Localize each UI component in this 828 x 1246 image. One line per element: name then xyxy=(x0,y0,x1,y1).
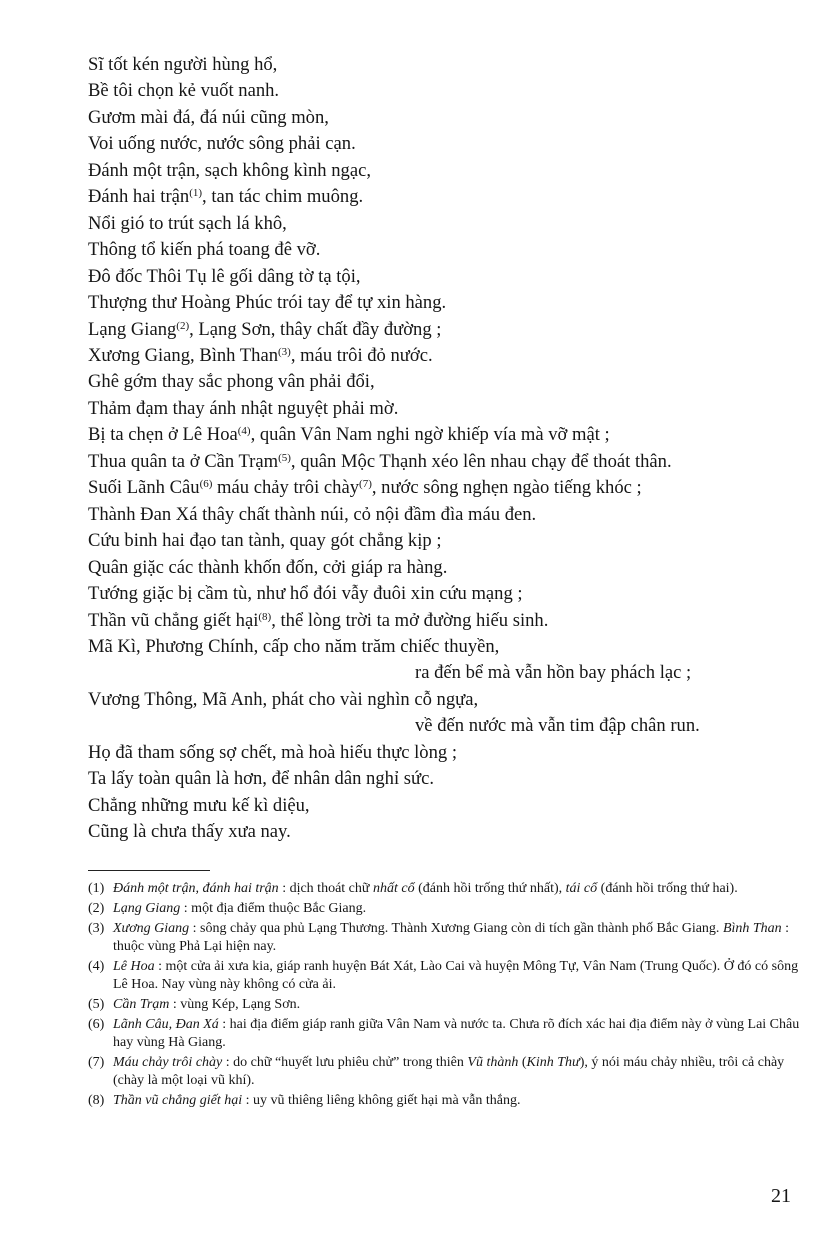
footnote-gloss: : hai địa điểm giáp ranh giữa Vân Nam và nước ta. Chưa rõ đích xác hai địa điểm này ở vùng Lai Châu hay vùng Hà Giang. xyxy=(113,1016,800,1050)
poem-line xyxy=(88,634,800,660)
line-text: Sĩ tốt kén người hùng hổ, xyxy=(88,54,278,75)
line-text: Voi uống nước, nước sông phải cạn. xyxy=(88,133,356,155)
poem-line xyxy=(88,237,800,263)
footnote xyxy=(88,1016,800,1053)
poem-line xyxy=(88,52,800,78)
poem-line xyxy=(88,766,800,792)
footnote-text xyxy=(113,958,800,995)
footnote-text xyxy=(113,880,800,898)
line-text: , nước sông nghẹn ngào tiếng khóc ; xyxy=(371,477,642,499)
line-text: Lạng Giang xyxy=(88,318,177,340)
line-text: Thua quân ta ở Cần Trạm xyxy=(88,450,279,472)
poem-line xyxy=(88,528,800,554)
poem-line xyxy=(88,317,800,343)
footnote-gloss: : vùng Kép, Lạng Sơn. xyxy=(169,996,301,1012)
line-text: về đến nước mà vẫn tim đập chân run. xyxy=(415,715,700,737)
footnote xyxy=(88,880,800,898)
footnote-number: (3) xyxy=(88,920,105,936)
poem-line xyxy=(88,369,800,395)
line-text: Bề tôi chọn kẻ vuốt nanh. xyxy=(88,80,280,102)
footnote-text xyxy=(113,1092,800,1110)
line-text: Thần vũ chẳng giết hại xyxy=(88,609,259,631)
footnote xyxy=(88,958,800,995)
footnote-gloss: ), ý nói máu chảy nhiều, trôi cả chày (chày là một loại vũ khí). xyxy=(113,1054,785,1088)
line-text: , máu trôi đỏ nước. xyxy=(290,344,433,366)
footnote-text xyxy=(113,1054,800,1091)
poem-line xyxy=(88,211,800,237)
footnote-gloss: (đánh hồi trống thứ hai). xyxy=(597,881,738,896)
poem-line xyxy=(88,184,800,210)
poem-line xyxy=(88,687,800,713)
footnote xyxy=(88,1054,800,1091)
footnote-term: tái cổ xyxy=(565,881,598,896)
footnote-ref: (2) xyxy=(176,319,190,332)
line-text: Thông tổ kiến phá toang đê vỡ. xyxy=(88,239,321,261)
poem-line xyxy=(88,131,800,157)
footnote xyxy=(88,1092,800,1110)
poem-line xyxy=(88,713,800,739)
line-text: , quân Mộc Thạnh xéo lên nhau chạy để thoát thân. xyxy=(290,450,672,472)
poem-line xyxy=(88,449,800,475)
footnote-ref: (6) xyxy=(199,478,213,491)
poem-line xyxy=(88,422,800,448)
line-text: Họ đã tham sống sợ chết, mà hoà hiếu thực lòng ; xyxy=(88,741,457,763)
footnote-gloss: : một địa điểm thuộc Bắc Giang. xyxy=(180,900,367,916)
poem-line xyxy=(88,740,800,766)
poem-line xyxy=(88,581,800,607)
line-text: Nổi gió to trút sạch lá khô, xyxy=(88,212,287,234)
line-text: Bị ta chẹn ở Lê Hoa xyxy=(88,424,238,446)
line-text: Thảm đạm thay ánh nhật nguyệt phải mờ. xyxy=(88,397,399,419)
line-text: Đô đốc Thôi Tụ lê gối dâng tờ tạ tội, xyxy=(88,265,361,287)
line-text: Ta lấy toàn quân là hơn, để nhân dân nghỉ sức. xyxy=(88,768,434,790)
poem-line xyxy=(88,502,800,528)
line-text: Đánh hai trận xyxy=(88,186,190,208)
line-text: máu chảy trôi chày xyxy=(212,477,360,499)
poem-line xyxy=(88,555,800,581)
footnote-divider xyxy=(88,870,210,871)
poem-line xyxy=(88,105,800,131)
footnote-number: (2) xyxy=(88,900,105,916)
footnote-gloss: : một cửa ải xưa kia, giáp ranh huyện Bát Xát, Lào Cai và huyện Mông Tự, Vân Nam (Trung Quốc). Ở đó có sông Lê Hoa. Nay vùng này không có cửa ải. xyxy=(113,958,799,992)
footnote-text xyxy=(113,920,800,957)
poem-line xyxy=(88,475,800,501)
footnote-ref: (3) xyxy=(278,345,291,358)
footnote-gloss: : uy vũ thiêng liêng không giết hại mà vẫn thắng. xyxy=(242,1092,521,1108)
line-text: Gươm mài đá, đá núi cũng mòn, xyxy=(88,106,329,128)
line-text: Quân giặc các thành khốn đốn, cởi giáp ra hàng. xyxy=(88,556,448,578)
line-text: Đánh một trận, sạch không kình ngạc, xyxy=(88,159,371,181)
footnote-number: (4) xyxy=(88,958,105,974)
footnote-text xyxy=(113,1016,800,1053)
line-text: Thượng thư Hoàng Phúc trói tay để tự xin hàng. xyxy=(88,292,447,314)
line-text: Chẳng những mưu kế kì diệu, xyxy=(88,794,310,816)
poem-line xyxy=(88,290,800,316)
poem-line xyxy=(88,343,800,369)
footnote xyxy=(88,900,800,918)
footnote-ref: (7) xyxy=(359,478,372,491)
footnotes xyxy=(88,880,800,1112)
line-text: ra đến bể mà vẫn hồn bay phách lạc ; xyxy=(415,662,692,684)
footnote-text xyxy=(113,900,800,918)
footnote-term: Lãnh Câu, Đan Xá xyxy=(113,1016,219,1032)
footnote-gloss: : thuộc vùng Phả Lại hiện nay. xyxy=(113,920,790,954)
footnote-term: Thần vũ chẳng giết hại xyxy=(113,1092,243,1108)
footnote-gloss: ( xyxy=(518,1054,527,1070)
footnote xyxy=(88,920,800,957)
line-text: Suối Lãnh Câu xyxy=(88,477,200,499)
line-text: Cũng là chưa thấy xưa nay. xyxy=(88,821,291,843)
footnote-term: Lê Hoa xyxy=(113,958,155,974)
page-number: 21 xyxy=(771,1185,791,1207)
line-text: Cứu binh hai đạo tan tành, quay gót chẳng kịp ; xyxy=(88,530,442,552)
footnote-term: Bình Than xyxy=(722,920,782,936)
poem-line xyxy=(88,660,800,686)
line-text: Mã Kì, Phương Chính, cấp cho năm trăm chiếc thuyền, xyxy=(88,635,500,657)
footnote-gloss: (đánh hồi trống thứ nhất), xyxy=(414,881,566,896)
footnote-number: (7) xyxy=(88,1054,105,1070)
footnote-ref: (5) xyxy=(278,451,291,464)
footnote-gloss: : do chữ “huyết lưu phiêu chử” trong thiên xyxy=(222,1054,468,1070)
footnote-term: Vũ thành xyxy=(467,1054,519,1070)
poem-line xyxy=(88,78,800,104)
line-text: Ghê gớm thay sắc phong vân phải đổi, xyxy=(88,371,375,393)
footnote-text xyxy=(113,996,800,1014)
footnote-number: (1) xyxy=(88,881,105,896)
poem-body xyxy=(88,52,800,846)
line-text: Thành Đan Xá thây chất thành núi, cỏ nội đầm đìa máu đen. xyxy=(88,503,537,525)
line-text: , thể lòng trời ta mở đường hiếu sinh. xyxy=(271,609,549,631)
footnote xyxy=(88,996,800,1014)
footnote-ref: (8) xyxy=(258,610,272,623)
line-text: Tướng giặc bị cầm tù, như hổ đói vẫy đuôi xin cứu mạng ; xyxy=(88,583,523,605)
poem-line xyxy=(88,264,800,290)
footnote-term: Kinh Thư xyxy=(526,1054,580,1070)
footnote-term: Máu chảy trôi chày xyxy=(113,1054,223,1070)
footnote-ref: (4) xyxy=(237,425,251,438)
footnote-ref: (1) xyxy=(189,187,203,200)
footnote-number: (6) xyxy=(88,1016,105,1032)
line-text: , tan tác chim muông. xyxy=(202,186,364,208)
poem-line xyxy=(88,396,800,422)
line-text: , Lạng Sơn, thây chất đầy đường ; xyxy=(189,318,442,340)
footnote-term: Xương Giang xyxy=(113,920,190,936)
footnote-gloss: : sông chảy qua phủ Lạng Thương. Thành Xương Giang còn di tích gần thành phố Bắc Giang. xyxy=(189,920,723,936)
poem-line xyxy=(88,819,800,845)
line-text: , quân Vân Nam nghi ngờ khiếp vía mà vỡ mật ; xyxy=(250,424,610,446)
footnote-number: (8) xyxy=(88,1092,105,1108)
footnote-term: nhất cổ xyxy=(372,881,415,896)
footnote-gloss: : dịch thoát chữ xyxy=(278,881,373,896)
footnote-term: Lạng Giang xyxy=(113,900,181,916)
line-text: Xương Giang, Bình Than xyxy=(88,344,278,366)
footnote-term: Đánh một trận, đánh hai trận xyxy=(113,881,279,896)
poem-line xyxy=(88,793,800,819)
line-text: Vương Thông, Mã Anh, phát cho vài nghìn cỗ ngựa, xyxy=(88,688,479,710)
poem-line xyxy=(88,158,800,184)
footnote-number: (5) xyxy=(88,996,105,1012)
poem-line xyxy=(88,608,800,634)
footnote-term: Cần Trạm xyxy=(113,996,170,1012)
